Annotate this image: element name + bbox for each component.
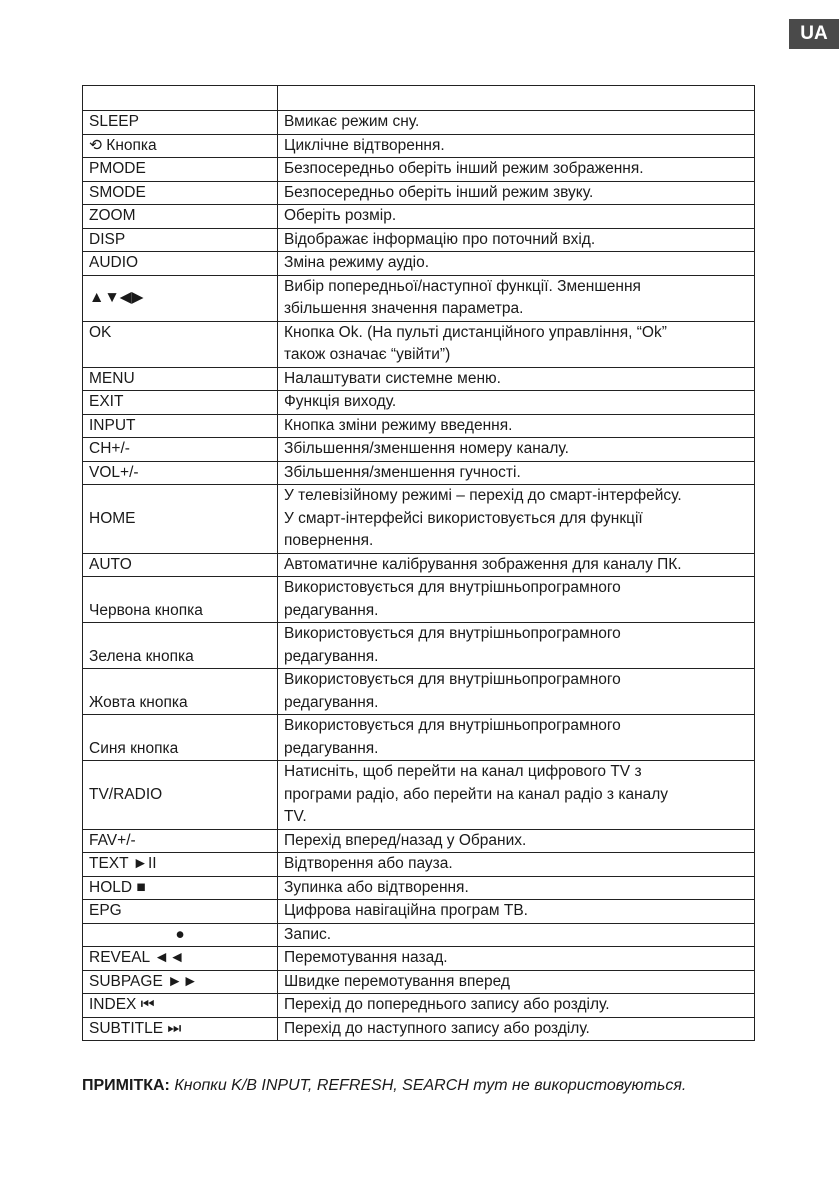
button-name-cell: ▲▼◀▶ (83, 275, 278, 321)
table-row (83, 134, 755, 158)
table-row (83, 1017, 755, 1041)
description-cell: Цифрова навігаційна програм ТВ. (278, 900, 755, 924)
remote-buttons-table (82, 85, 755, 1041)
table-row (83, 715, 755, 761)
button-name-cell: TEXT ►II (83, 853, 278, 877)
note-label: ПРИМІТКА: (82, 1077, 170, 1094)
description-cell: Перехід вперед/назад у Обраних. (278, 829, 755, 853)
button-name-cell: Червона кнопка (83, 577, 278, 623)
description-cell: Використовується для внутрішньопрограмного редагування. (278, 715, 755, 761)
button-name-cell: REVEAL ◄◄ (83, 947, 278, 971)
description-cell: У телевізійному режимі – перехід до смарт-інтерфейсу. У смарт-інтерфейсі використовується для функції повернення. (278, 485, 755, 554)
header-cell-key (83, 86, 278, 111)
button-name-cell: VOL+/- (83, 461, 278, 485)
description-cell: Налаштувати системне меню. (278, 367, 755, 391)
description-cell: Циклічне відтворення. (278, 134, 755, 158)
table-row (83, 438, 755, 462)
description-cell: Вибір попередньої/наступної функції. Зменшення збільшення значення параметра. (278, 275, 755, 321)
button-name-cell: SUBTITLE ⏭ (83, 1017, 278, 1041)
table-row (83, 158, 755, 182)
table-row (83, 947, 755, 971)
table-row (83, 853, 755, 877)
table-row (83, 829, 755, 853)
button-name-cell: ● (83, 923, 278, 947)
button-name-cell: HOME (83, 485, 278, 554)
button-name-cell: SUBPAGE ►► (83, 970, 278, 994)
table-row (83, 461, 755, 485)
table-row (83, 900, 755, 924)
description-cell: Функція виходу. (278, 391, 755, 415)
table-row (83, 205, 755, 229)
button-name-cell: INDEX ⏮ (83, 994, 278, 1018)
description-cell: Безпосередньо оберіть інший режим зображення. (278, 158, 755, 182)
table-row (83, 485, 755, 554)
button-name-cell: INPUT (83, 414, 278, 438)
description-cell: Використовується для внутрішньопрограмного редагування. (278, 669, 755, 715)
table-header-row (83, 86, 755, 111)
button-name-cell: MENU (83, 367, 278, 391)
button-name-cell: ZOOM (83, 205, 278, 229)
button-name-cell: PMODE (83, 158, 278, 182)
button-name-cell: CH+/- (83, 438, 278, 462)
button-name-cell: EPG (83, 900, 278, 924)
button-name-cell: TV/RADIO (83, 761, 278, 830)
table-row (83, 252, 755, 276)
description-cell: Перехід до попереднього запису або розділу. (278, 994, 755, 1018)
button-name-cell: OK (83, 321, 278, 367)
button-name-cell: SMODE (83, 181, 278, 205)
button-name-cell: Жовта кнопка (83, 669, 278, 715)
button-name-cell: AUTO (83, 553, 278, 577)
description-cell: Натисніть, щоб перейти на канал цифрового TV з програми радіо, або перейти на канал радіо з каналу TV. (278, 761, 755, 830)
description-cell: Безпосередньо оберіть інший режим звуку. (278, 181, 755, 205)
language-badge: UA (789, 19, 839, 49)
button-name-cell: Синя кнопка (83, 715, 278, 761)
table-row (83, 761, 755, 830)
description-cell: Кнопка Ok. (На пульті дистанційного управління, “Ok” також означає “увійти”) (278, 321, 755, 367)
table-row (83, 669, 755, 715)
button-name-cell: Зелена кнопка (83, 623, 278, 669)
button-name-cell: HOLD ■ (83, 876, 278, 900)
table-row (83, 181, 755, 205)
table-row (83, 623, 755, 669)
table-row (83, 994, 755, 1018)
description-cell: Збільшення/зменшення номеру каналу. (278, 438, 755, 462)
table-row (83, 577, 755, 623)
table-row (83, 391, 755, 415)
description-cell: Зупинка або відтворення. (278, 876, 755, 900)
note-text: Кнопки K/B INPUT, REFRESH, SEARCH тут не використовуються. (174, 1077, 687, 1094)
description-cell: Перехід до наступного запису або розділу. (278, 1017, 755, 1041)
description-cell: Використовується для внутрішньопрограмного редагування. (278, 623, 755, 669)
button-name-cell: DISP (83, 228, 278, 252)
description-cell: Кнопка зміни режиму введення. (278, 414, 755, 438)
table-row (83, 367, 755, 391)
description-cell: Оберіть розмір. (278, 205, 755, 229)
table-row (83, 275, 755, 321)
description-cell: Відтворення або пауза. (278, 853, 755, 877)
table-row (83, 923, 755, 947)
description-cell: Використовується для внутрішньопрограмного редагування. (278, 577, 755, 623)
button-name-cell: SLEEP (83, 111, 278, 135)
description-cell: Збільшення/зменшення гучності. (278, 461, 755, 485)
button-name-cell: AUDIO (83, 252, 278, 276)
button-name-cell: ⟲ Кнопка (83, 134, 278, 158)
table-row (83, 228, 755, 252)
table-row (83, 414, 755, 438)
table-row (83, 553, 755, 577)
description-cell: Перемотування назад. (278, 947, 755, 971)
description-cell: Вмикає режим сну. (278, 111, 755, 135)
table-row (83, 876, 755, 900)
button-name-cell: FAV+/- (83, 829, 278, 853)
button-name-cell: EXIT (83, 391, 278, 415)
footnote (82, 1077, 686, 1095)
description-cell: Швидке перемотування вперед (278, 970, 755, 994)
description-cell: Відображає інформацію про поточний вхід. (278, 228, 755, 252)
description-cell: Зміна режиму аудіо. (278, 252, 755, 276)
table-row (83, 321, 755, 367)
table-row (83, 970, 755, 994)
description-cell: Запис. (278, 923, 755, 947)
table-row (83, 111, 755, 135)
description-cell: Автоматичне калібрування зображення для каналу ПК. (278, 553, 755, 577)
header-cell-desc (278, 86, 755, 111)
